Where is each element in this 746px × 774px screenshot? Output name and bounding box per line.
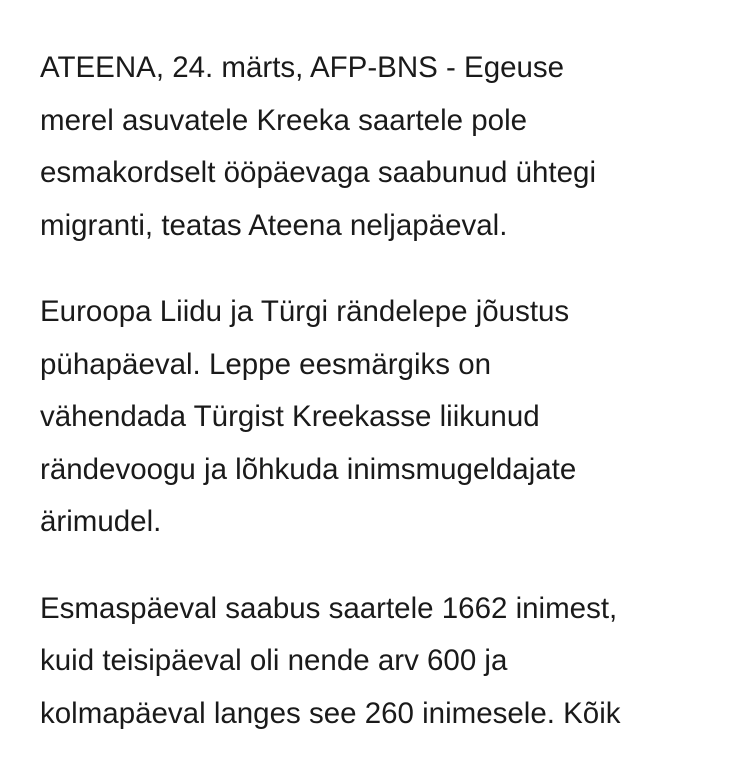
paragraph-line: ATEENA, 24. märts, AFP-BNS - Egeuse: [40, 51, 565, 84]
paragraph-line: Esmaspäeval saabus saartele 1662 inimest,: [40, 591, 618, 625]
paragraph-line: kolmapäeval langes see 260 inimesele. Kõik: [40, 696, 621, 730]
paragraph-line: Euroopa Liidu ja Türgi rändelepe jõustus: [40, 295, 570, 328]
paragraph-line: kuid teisipäeval oli nende arv 600 ja: [40, 644, 508, 677]
article-paragraph-2: [40, 286, 720, 549]
paragraph-line: pühapäeval. Leppe eesmärgiks on: [40, 347, 492, 381]
article-paragraph-1: [40, 42, 720, 252]
article-paragraph-3: [40, 583, 720, 741]
paragraph-line: ärimudel.: [40, 505, 162, 538]
paragraph-line: vähendada Türgist Kreekasse liikunud: [40, 400, 540, 433]
paragraph-line: merel asuvatele Kreeka saartele pole: [40, 103, 528, 137]
paragraph-line: rändevoogu ja lõhkuda inimsmugeldajate: [40, 452, 577, 486]
article-body: [40, 42, 720, 774]
paragraph-line: migranti, teatas Ateena neljapäeval.: [40, 208, 508, 242]
paragraph-line: esmakordselt ööpäevaga saabunud ühtegi: [40, 156, 596, 189]
